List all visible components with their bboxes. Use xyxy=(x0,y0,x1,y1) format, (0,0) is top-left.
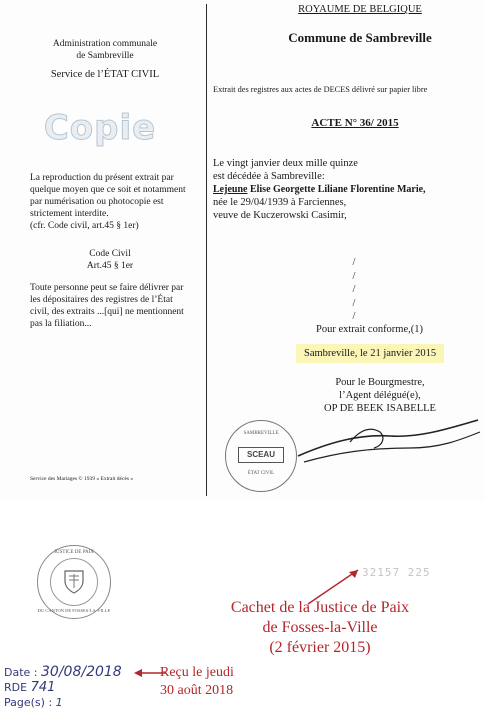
receipt-rde-value: 741 xyxy=(30,680,56,695)
receipt-date-label: Date : xyxy=(4,666,38,679)
act-text xyxy=(213,157,481,222)
code-civil-block xyxy=(40,248,180,272)
signatory-block xyxy=(300,376,460,415)
kingdom-title: ROYAUME DE BELGIQUE xyxy=(298,4,422,15)
notice-line: La reproduction du présent extrait par xyxy=(30,173,174,183)
notice-line: quelque moyen que ce soit et notamment xyxy=(30,185,186,195)
receipt-rde-row xyxy=(4,680,122,695)
handwritten-signature xyxy=(290,412,484,472)
delivery-line: civil, des extraits ...[qui] ne mentionnent xyxy=(30,307,184,317)
slash-mark: / xyxy=(352,270,356,282)
coat-of-arms-icon xyxy=(62,568,86,594)
receipt-rde-label: RDE xyxy=(4,681,28,694)
conformity-line: Pour extrait conforme,(1) xyxy=(316,324,424,335)
delivery-notice xyxy=(30,282,202,330)
commune-title: Commune de Sambreville xyxy=(288,30,432,45)
copie-watermark: Copie xyxy=(43,108,157,148)
justice-stamp-top: JUSTICE DE PAIX xyxy=(54,550,94,555)
cachet-annotation xyxy=(200,598,440,658)
delivery-line: les dépositaires des registres de l’État xyxy=(30,295,173,305)
sceau-top-text: SAMBREVILLE xyxy=(243,431,279,436)
receipt-date-row xyxy=(4,665,122,680)
admin-line-1: Administration communale xyxy=(52,39,158,49)
receipt-stamp xyxy=(4,665,122,710)
slash-mark: / xyxy=(352,311,356,322)
sceau-bottom-text: ÉTAT CIVIL xyxy=(247,471,275,476)
act-line-2: est décédée à Sambreville: xyxy=(213,171,325,182)
receipt-date-value: 30/08/2018 xyxy=(41,664,122,680)
receipt-annotation xyxy=(160,664,234,700)
justice-de-paix-stamp xyxy=(37,545,111,619)
slash-column xyxy=(344,256,364,324)
extract-note: Extrait des registres aux actes de DECES délivré sur papier libre xyxy=(213,85,428,94)
deceased-name xyxy=(213,183,481,196)
receipt-page-row xyxy=(4,695,122,710)
slash-mark: / xyxy=(352,284,356,295)
recu-line-1: Reçu le jeudi xyxy=(160,665,234,680)
delivery-line: pas la filiation... xyxy=(30,319,92,329)
slash-mark: / xyxy=(352,297,356,309)
footer-small-print: Service des Mariages © 1939 « Extrait décès » xyxy=(30,476,134,482)
cachet-line-2: de Fosses-la-Ville xyxy=(262,619,378,636)
slash-mark: / xyxy=(352,257,356,268)
deceased-surname: Lejeune xyxy=(213,184,248,195)
receipt-page-label: Page(s) : xyxy=(4,696,53,709)
cachet-line-1: Cachet de la Justice de Paix xyxy=(230,599,410,616)
cachet-line-3: (2 février 2015) xyxy=(269,639,371,656)
code-civil-title: Code Civil xyxy=(89,249,131,259)
act-line-4: née le 29/04/1939 à Farciennes, xyxy=(213,197,347,208)
signatory-line-1: Pour le Bourgmestre, xyxy=(335,377,425,388)
signatory-name: OP DE BEEK ISABELLE xyxy=(324,403,436,414)
left-header xyxy=(20,38,190,62)
sceau-stamp xyxy=(225,420,297,492)
notice-line: (cfr. Code civil, art.45 § 1er) xyxy=(30,221,139,231)
signatory-line-2: l’Agent délégué(e), xyxy=(339,390,421,401)
receipt-page-value: 1 xyxy=(55,696,63,709)
deceased-given-names: Elise Georgette Liliane Florentine Marie, xyxy=(249,184,426,195)
code-civil-article: Art.45 § 1er xyxy=(86,261,134,271)
admin-line-2: de Sambreville xyxy=(76,51,134,61)
recu-line-2: 30 août 2018 xyxy=(160,683,234,698)
act-line-5: veuve de Kuczerowski Casimir, xyxy=(213,210,347,221)
column-divider xyxy=(206,4,207,496)
service-title: Service de l’ÉTAT CIVIL xyxy=(50,69,160,80)
notice-line: par numérisation ou photocopie est xyxy=(30,197,164,207)
reproduction-notice xyxy=(30,172,200,232)
sceau-center-text: SCEAU xyxy=(238,447,284,463)
justice-stamp-bottom: DU CANTON DE FOSSES-LA-VILLE xyxy=(37,608,111,613)
place-date: Sambreville, le 21 janvier 2015 xyxy=(296,344,444,363)
faint-number: 32157 225 xyxy=(362,566,431,579)
notice-line: strictement interdite. xyxy=(30,209,109,219)
act-line-1: Le vingt janvier deux mille quinze xyxy=(213,158,358,169)
delivery-line: Toute personne peut se faire délivrer par xyxy=(30,283,184,293)
act-number: ACTE N° 36/ 2015 xyxy=(311,117,399,129)
